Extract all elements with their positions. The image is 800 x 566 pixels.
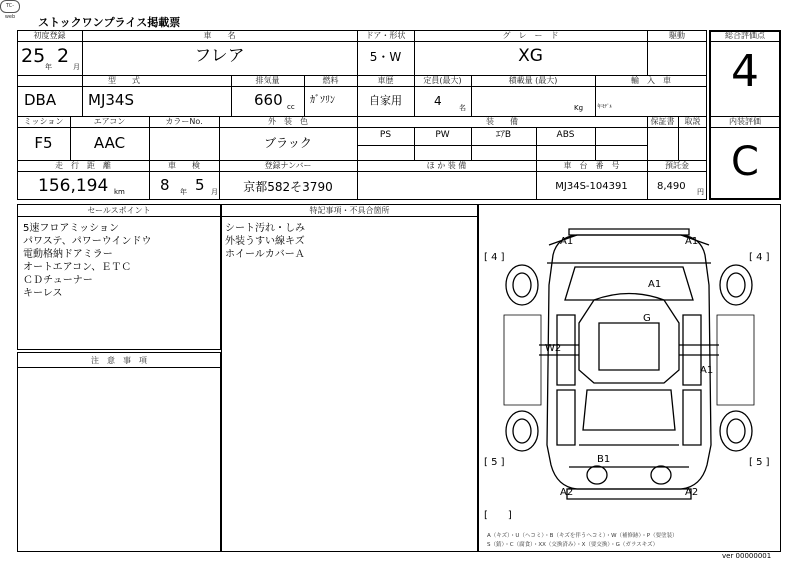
equip-airbag: ｴｱB [495, 130, 512, 140]
car-name: フレア [194, 46, 245, 66]
tire-rear-right: [ 5 ] [749, 457, 770, 468]
note-item: 外装うすい線キズ [225, 236, 305, 247]
car-diagram [479, 205, 780, 551]
capacity-unit: 名 [459, 104, 466, 112]
damage-mark-a1-front-left: A1 [560, 236, 574, 247]
equipment-header: 装 備 [486, 117, 518, 126]
model-header: 型 式 [108, 76, 140, 85]
first-reg-header: 初度登録 [33, 31, 66, 40]
inspection-year-unit: 年 [180, 188, 187, 196]
fuel-header: 燃料 [322, 76, 339, 85]
tire-front-left: [ 4 ] [484, 252, 505, 263]
sales-points-list [23, 222, 152, 300]
spare-tire: [ ] [484, 510, 512, 521]
tire-front-right: [ 4 ] [749, 252, 770, 263]
plate-number: 京都582そ3790 [243, 180, 333, 194]
equip-abs: ABS [556, 130, 575, 140]
recycle-fee: 8,490 [657, 181, 686, 192]
mission-header: ミッション [23, 117, 64, 126]
inspection-month-unit: 月 [211, 188, 218, 196]
capacity: 4 [434, 94, 442, 108]
mileage: 156,194 [38, 176, 109, 196]
interior-grade-header: 内装評価 [729, 117, 761, 126]
notes-list [225, 222, 305, 261]
grade-header: グ レ ー ド [502, 31, 559, 40]
exterior-color-header: 外 装 色 [268, 117, 308, 126]
damage-mark-a1-hood: A1 [648, 279, 662, 290]
other-equipment-header: ほ か 装 備 [426, 161, 467, 170]
caution-box [17, 352, 221, 552]
exterior-color: ブラック [264, 136, 312, 150]
color-no-header: カラーNo. [165, 117, 203, 126]
sales-point: 電動格納ドアミラー [23, 249, 113, 260]
equip-pw: PW [435, 130, 450, 140]
mileage-header: 走 行 距 離 [55, 161, 111, 170]
sales-point: キーレス [23, 288, 63, 299]
load-unit: Kg [574, 104, 584, 112]
recycle-header: 預託金 [665, 161, 689, 170]
door-shape: 5・W [369, 50, 402, 64]
damage-mark-a1-side: A1 [700, 365, 714, 376]
legend-line-2: S（錆）・C（腐食）・XX（交換済み）・X（要交換）・G（ガラスキズ） [487, 542, 659, 548]
caution-header: 注 意 事 項 [91, 356, 147, 365]
sales-point: オートエアコン、ＥＴＣ [23, 262, 132, 273]
damage-mark-w2: W2 [545, 343, 562, 354]
load-header: 積載量 (最大) [508, 76, 558, 85]
model-code: MJ34S [88, 91, 134, 109]
displacement-header: 排気量 [255, 76, 280, 85]
inspection-header: 車 検 [168, 161, 200, 170]
overall-score: 4 [731, 46, 759, 97]
damage-mark-a1-front-right: A1 [685, 236, 699, 247]
chassis-header: 車 台 番 号 [563, 161, 620, 170]
grade: XG [518, 46, 543, 66]
equip-ps: PS [379, 130, 392, 140]
reg-year-unit: 年 [45, 63, 52, 71]
plate-header: 登録ナンバー [264, 161, 312, 170]
reg-month: 2 [57, 45, 70, 67]
door-header: ドア・形状 [365, 31, 406, 40]
damage-mark-a2-rear-right: A2 [685, 487, 699, 498]
interior-score: C [731, 139, 759, 185]
mileage-unit: km [114, 188, 125, 196]
notes-header: 特記事項・不具合箇所 [309, 206, 390, 215]
sales-point: 5速フロアミッション [23, 223, 119, 234]
sheet-title: ストックワンプライス掲載票 [38, 16, 181, 29]
manual-header: 取説 [684, 117, 701, 126]
legend-line-1: A（キズ）・U（ヘコミ）・B（キズを伴うヘコミ）・W（補修跡）・P（要塗装） [487, 533, 678, 539]
note-item: シート汚れ・しみ [225, 223, 305, 234]
note-item: ホイールカバーＡ [225, 249, 305, 260]
displacement-unit: cc [287, 103, 295, 111]
car-name-header: 車 名 [203, 31, 236, 40]
model-prefix: DBA [24, 91, 57, 109]
drive-header: 駆動 [669, 31, 685, 40]
chassis-number: MJ34S-104391 [555, 181, 628, 192]
logo: TC-web [0, 0, 20, 13]
damage-mark-b1: B1 [597, 454, 611, 465]
sales-points-header: セールスポイント [87, 206, 151, 215]
reg-month-unit: 月 [73, 63, 80, 71]
damage-mark-a2-rear-left: A2 [560, 487, 574, 498]
import-note: 年ﾓﾃﾞﾙ [597, 104, 613, 110]
overall-grade-header: 総合評価点 [725, 31, 765, 40]
reg-year: 25 [21, 45, 46, 67]
vehicle-history: 自家用 [369, 94, 402, 107]
warranty-header: 保証書 [650, 117, 675, 126]
sales-point: パワステ、パワーウインドウ [23, 236, 152, 247]
sales-point: ＣＤチューナー [23, 275, 93, 286]
fuel: ｶﾞｿﾘﾝ [310, 95, 335, 106]
inspection-year: 8 [160, 176, 170, 194]
tire-rear-left: [ 5 ] [484, 457, 505, 468]
aircon-header: エアコン [93, 117, 126, 126]
history-header: 車歴 [377, 76, 394, 85]
capacity-header: 定員(最大) [423, 76, 462, 85]
displacement: 660 [254, 91, 283, 109]
mission: F5 [34, 134, 53, 152]
aircon: AAC [93, 134, 126, 152]
damage-mark-g: G [643, 313, 651, 324]
inspection-month: 5 [195, 176, 205, 194]
import-header: 輸 入 車 [631, 76, 671, 85]
recycle-unit: 円 [697, 188, 704, 196]
version: ver 00000001 [722, 552, 772, 560]
